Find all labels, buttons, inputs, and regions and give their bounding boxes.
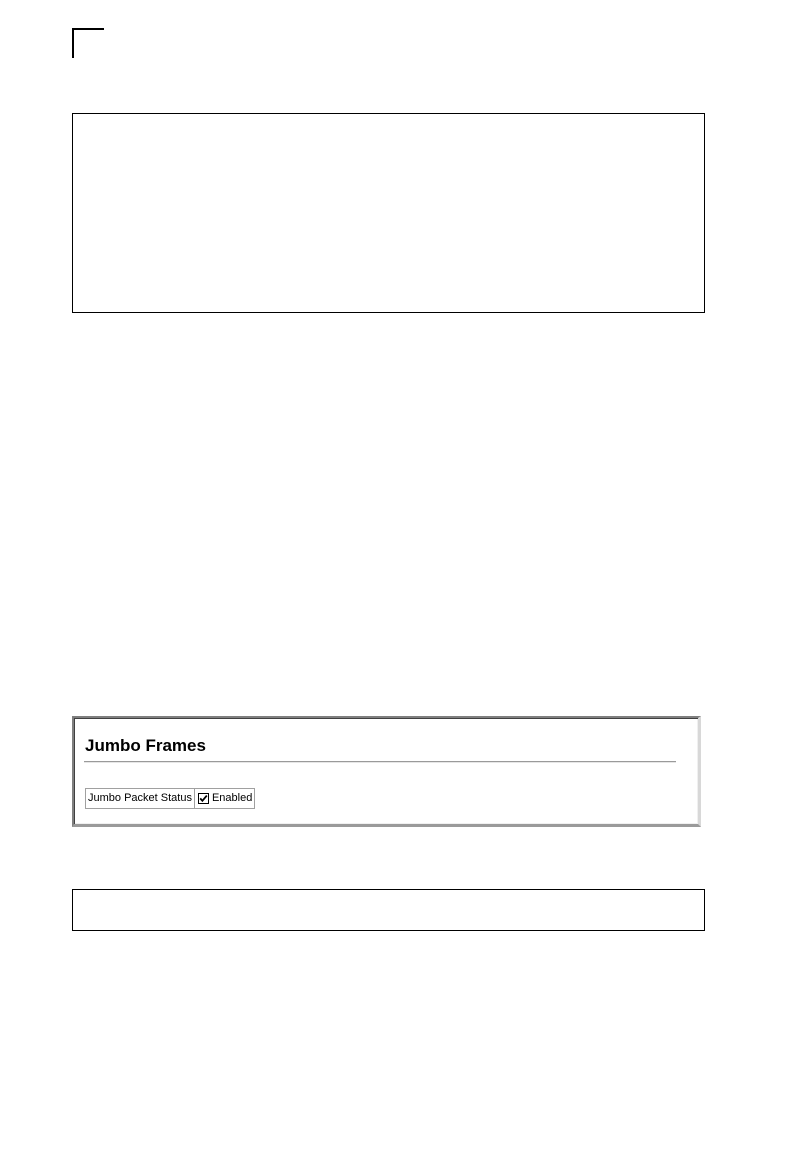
enabled-checkbox[interactable] <box>198 793 209 804</box>
page-title: Jumbo Frames <box>85 736 206 755</box>
note-box-bottom <box>72 889 705 931</box>
jumbo-frames-screenshot <box>72 716 701 827</box>
note-box-top <box>72 113 705 313</box>
jumbo-packet-status-row <box>85 788 255 809</box>
checkmark-icon <box>199 794 208 803</box>
jumbo-packet-status-label: Jumbo Packet Status <box>86 789 195 808</box>
enabled-label: Enabled <box>211 792 253 804</box>
jumbo-packet-status-value <box>195 789 254 808</box>
crop-mark <box>72 28 104 58</box>
title-divider <box>84 761 676 763</box>
